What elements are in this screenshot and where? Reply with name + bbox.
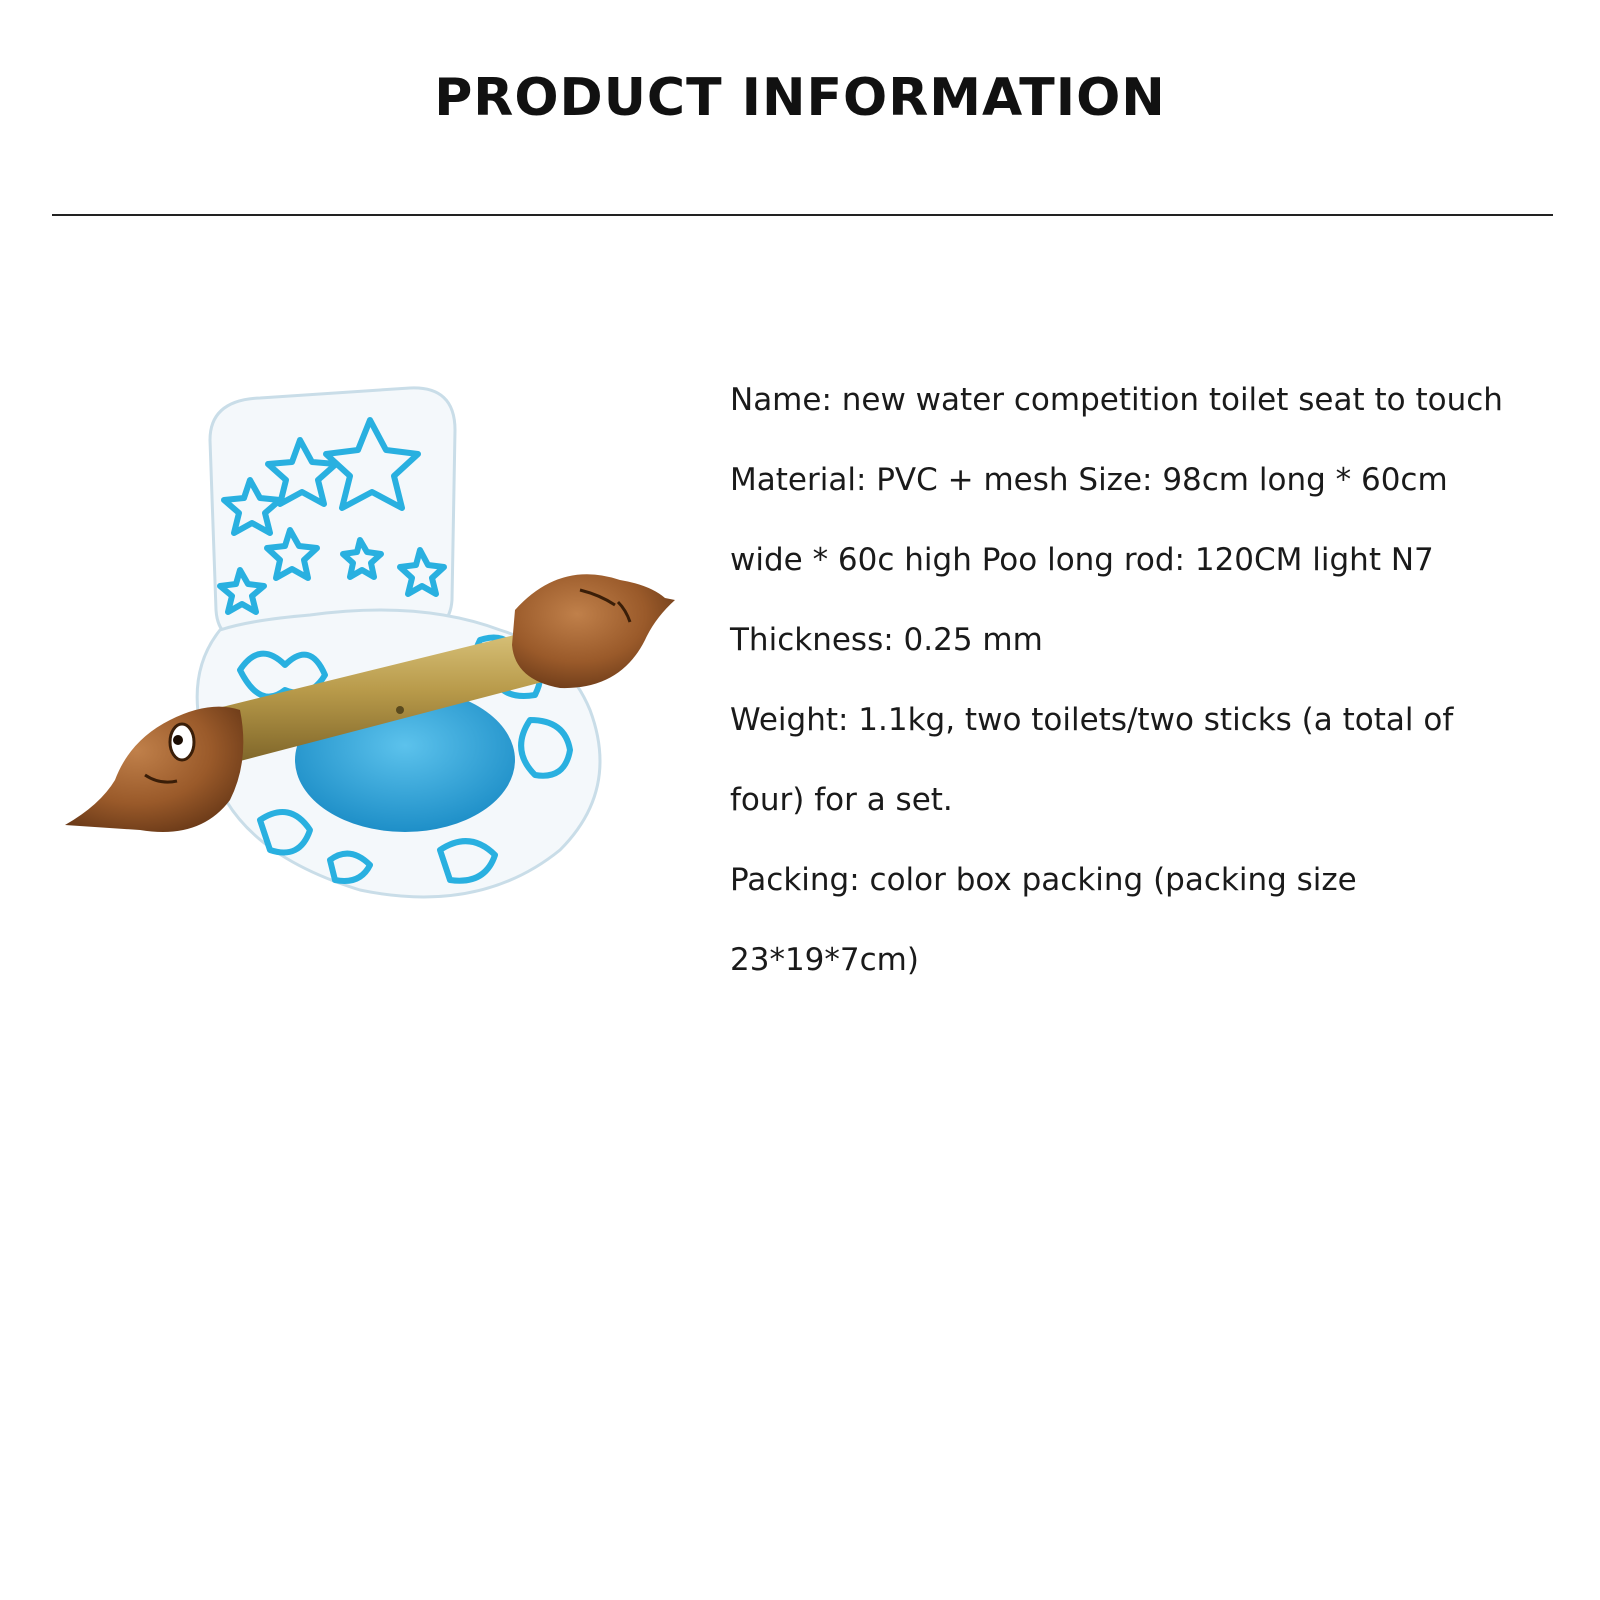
product-info-list — [730, 360, 1530, 1000]
info-material-size: Material: PVC + mesh Size: 98cm long * 60cm wide * 60c high Poo long rod: 120CM light N7 — [730, 462, 1448, 578]
info-weight: Weight: 1.1kg, two toilets/two sticks (a total of four) for a set. — [730, 702, 1454, 818]
title-divider — [52, 214, 1553, 216]
info-name: Name: new water competition toilet seat to touch — [730, 382, 1503, 418]
poo-end-right — [512, 574, 675, 688]
product-image — [60, 380, 700, 960]
poo-end-left — [65, 707, 243, 832]
backrest — [210, 388, 455, 642]
page-title: PRODUCT INFORMATION — [434, 68, 1166, 128]
info-packing: Packing: color box packing (packing size 23*19*7cm) — [730, 862, 1357, 978]
info-thickness: Thickness: 0.25 mm — [730, 622, 1043, 658]
